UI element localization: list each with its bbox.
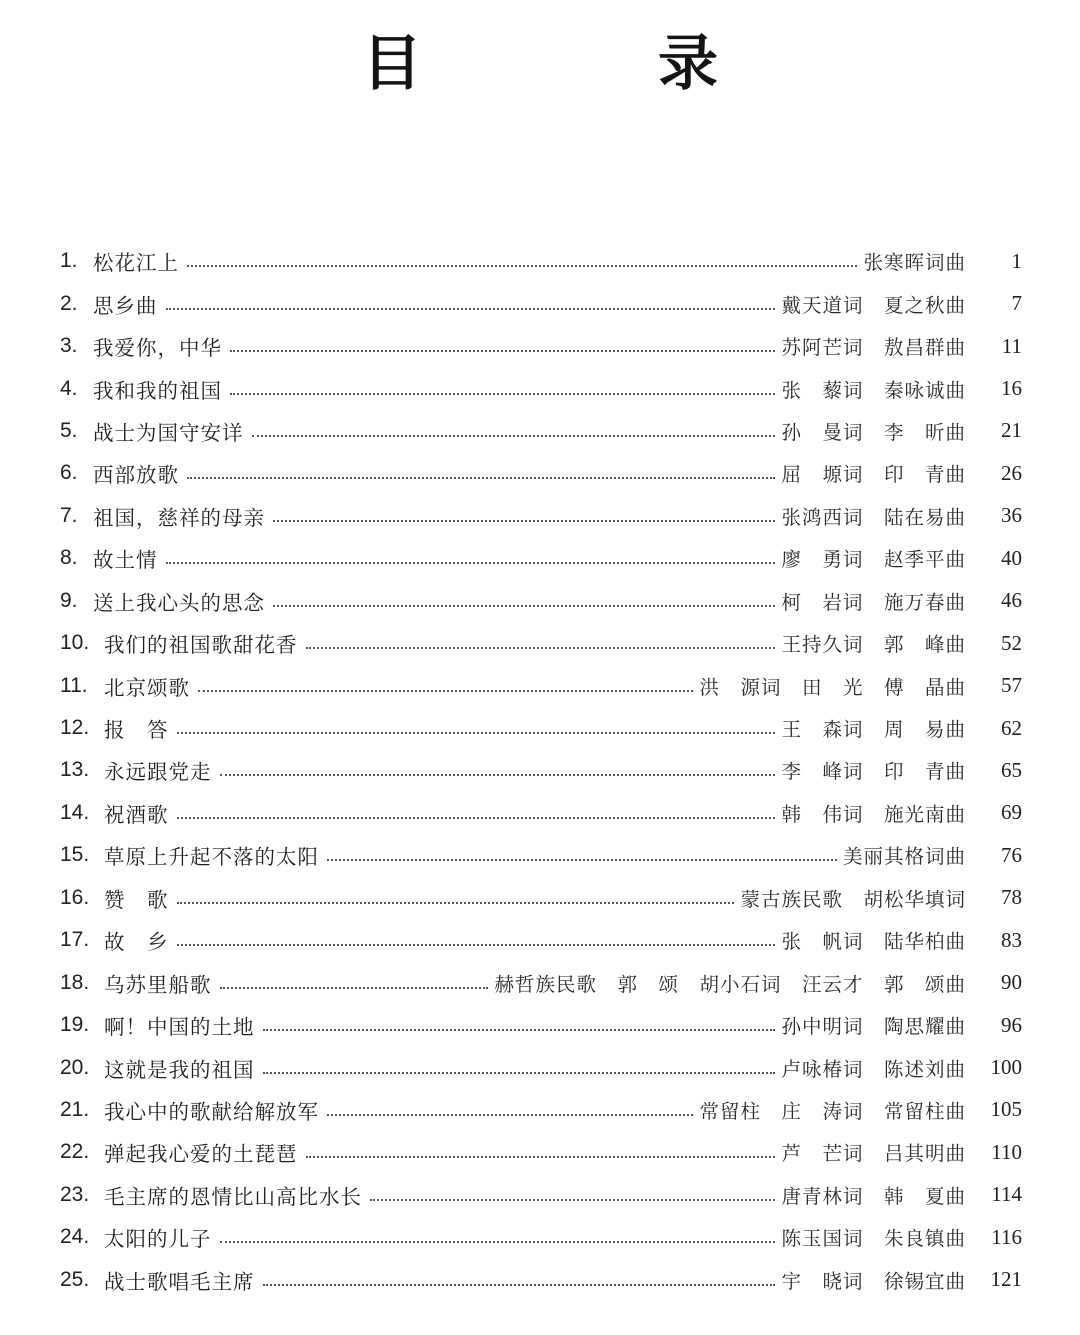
entry-song-title: 故土情 — [93, 548, 158, 573]
entry-song-title: 祖国，慈祥的母亲 — [93, 505, 265, 530]
toc-entry — [60, 240, 1022, 282]
entry-credit: 美丽其格词曲 — [842, 845, 966, 869]
entry-song-title: 我和我的祖国 — [93, 378, 222, 403]
dot-leader — [230, 391, 775, 395]
entry-credit: 张鸿西词 陆在易曲 — [781, 505, 966, 529]
entry-song-title: 太阳的儿子 — [104, 1227, 212, 1252]
entry-song-title: 草原上升起不落的太阳 — [104, 845, 319, 870]
entry-number: 15. — [60, 843, 90, 867]
toc-entry — [60, 1046, 1022, 1088]
entry-page-number: 69 — [1001, 800, 1022, 825]
toc-entry — [60, 367, 1022, 409]
dot-leader — [306, 1154, 776, 1158]
entry-number: 17. — [60, 928, 90, 952]
toc-entry — [60, 1259, 1022, 1301]
entry-credit: 孙中明词 陶思耀曲 — [781, 1015, 966, 1039]
entry-song-title: 战士为国守安详 — [93, 420, 244, 445]
entry-page-number: 105 — [990, 1097, 1022, 1122]
entry-credit: 屈 塬词 印 青曲 — [781, 463, 966, 487]
entry-song-title: 北京颂歌 — [104, 675, 190, 700]
dot-leader — [220, 772, 776, 776]
entry-credit: 芦 芒词 吕其明曲 — [781, 1142, 966, 1166]
entry-song-title: 永远跟党走 — [104, 760, 212, 785]
entry-song-title: 弹起我心爱的土琵琶 — [104, 1142, 298, 1167]
entry-song-title: 我们的祖国歌甜花香 — [104, 633, 298, 658]
entry-song-title: 战士歌唱毛主席 — [104, 1269, 255, 1294]
dot-leader — [220, 1239, 776, 1243]
entry-credit: 蒙古族民歌 胡松华填词 — [740, 887, 966, 911]
entry-credit: 戴天道词 夏之秋曲 — [781, 293, 966, 317]
entry-number: 2. — [60, 291, 78, 315]
entry-number: 6. — [60, 461, 78, 485]
toc-entry — [60, 495, 1022, 537]
toc-entry — [60, 664, 1022, 706]
entry-number: 11. — [60, 673, 88, 697]
entry-number: 14. — [60, 800, 90, 824]
toc-entry — [60, 622, 1022, 664]
toc-entry — [60, 961, 1022, 1003]
entry-number: 9. — [60, 588, 78, 612]
page-title: 目 录 — [362, 29, 806, 99]
dot-leader — [230, 348, 775, 352]
toc-entry — [60, 1174, 1022, 1216]
entry-page-number: 121 — [990, 1267, 1022, 1292]
toc-entry — [60, 1131, 1022, 1173]
entry-credit: 王 森词 周 易曲 — [781, 718, 966, 742]
entry-credit: 孙 曼词 李 昕曲 — [781, 420, 966, 444]
toc-entry — [60, 919, 1022, 961]
dot-leader — [263, 1027, 776, 1031]
entry-page-number: 26 — [1001, 460, 1022, 485]
toc-entry — [60, 877, 1022, 919]
dot-leader — [177, 730, 776, 734]
entry-credit: 卢咏椿词 陈述刘曲 — [781, 1057, 966, 1081]
entry-credit: 王持久词 郭 峰曲 — [781, 633, 966, 657]
entry-number: 5. — [60, 418, 78, 442]
toc-entry — [60, 282, 1022, 324]
entry-number: 23. — [60, 1182, 90, 1206]
toc-entry — [60, 410, 1022, 452]
entry-song-title: 啊！中国的土地 — [104, 1015, 255, 1040]
entry-song-title: 故 乡 — [104, 930, 169, 955]
entry-page-number: 52 — [1001, 630, 1022, 655]
entry-song-title: 乌苏里船歌 — [104, 972, 212, 997]
entry-credit: 李 峰词 印 青曲 — [781, 760, 966, 784]
entry-credit: 赫哲族民歌 郭 颂 胡小石词 汪云才 郭 颂曲 — [494, 972, 966, 996]
entry-song-title: 报 答 — [104, 718, 169, 743]
dot-leader — [177, 815, 776, 819]
entry-page-number: 114 — [991, 1182, 1022, 1207]
entry-page-number: 78 — [1001, 885, 1022, 910]
toc-entry — [60, 1216, 1022, 1258]
entry-page-number: 90 — [1001, 970, 1022, 995]
toc-entry — [60, 834, 1022, 876]
dot-leader — [370, 1197, 775, 1201]
dot-leader — [306, 645, 776, 649]
entry-page-number: 7 — [1011, 291, 1022, 316]
toc-entry — [60, 1089, 1022, 1131]
entry-page-number: 65 — [1001, 757, 1022, 782]
entry-page-number: 21 — [1001, 418, 1022, 443]
entry-credit: 张寒晖词曲 — [863, 251, 966, 275]
entry-credit: 洪 源词 田 光 傅 晶曲 — [699, 675, 966, 699]
dot-leader — [327, 1112, 693, 1116]
entry-page-number: 96 — [1001, 1012, 1022, 1037]
entry-page-number: 83 — [1001, 927, 1022, 952]
entry-number: 19. — [60, 1013, 90, 1037]
entry-page-number: 1 — [1011, 248, 1022, 273]
entry-number: 8. — [60, 546, 78, 570]
entry-song-title: 思乡曲 — [93, 293, 158, 318]
entry-page-number: 100 — [990, 1055, 1022, 1080]
entry-number: 24. — [60, 1225, 90, 1249]
dot-leader — [187, 475, 775, 479]
entry-number: 1. — [60, 249, 78, 273]
dot-leader — [263, 1070, 776, 1074]
toc-entry — [60, 792, 1022, 834]
entry-page-number: 16 — [1001, 376, 1022, 401]
dot-leader — [263, 1282, 776, 1286]
entry-credit: 陈玉国词 朱良镇曲 — [781, 1227, 966, 1251]
entry-page-number: 46 — [1001, 588, 1022, 613]
entry-song-title: 我爱你，中华 — [93, 336, 222, 361]
entry-credit: 柯 岩词 施万春曲 — [781, 590, 966, 614]
entry-page-number: 116 — [991, 1224, 1022, 1249]
entry-song-title: 送上我心头的思念 — [93, 590, 265, 615]
entry-page-number: 40 — [1001, 545, 1022, 570]
entry-credit: 常留柱 庄 涛词 常留柱曲 — [699, 1099, 966, 1123]
entry-number: 22. — [60, 1140, 90, 1164]
entry-song-title: 我心中的歌献给解放军 — [104, 1099, 319, 1124]
dot-leader — [273, 603, 775, 607]
entry-page-number: 62 — [1001, 715, 1022, 740]
entry-credit: 唐青林词 韩 夏曲 — [781, 1184, 966, 1208]
entry-credit: 韩 伟词 施光南曲 — [781, 802, 966, 826]
entry-page-number: 76 — [1001, 842, 1022, 867]
entry-credit: 苏阿芒词 敖昌群曲 — [781, 336, 966, 360]
entry-number: 13. — [60, 758, 90, 782]
entry-number: 12. — [60, 716, 90, 740]
toc-entry — [60, 537, 1022, 579]
entry-page-number: 110 — [991, 1139, 1022, 1164]
dot-leader — [273, 518, 775, 522]
entry-number: 7. — [60, 503, 78, 527]
toc-entry — [60, 325, 1022, 367]
entry-song-title: 松花江上 — [93, 251, 179, 276]
dot-leader — [327, 857, 837, 861]
toc-entry — [60, 452, 1022, 494]
dot-leader — [198, 688, 693, 692]
entry-page-number: 57 — [1001, 673, 1022, 698]
entry-page-number: 11 — [1001, 333, 1022, 358]
entry-song-title: 西部放歌 — [93, 463, 179, 488]
entry-number: 18. — [60, 970, 90, 994]
entry-song-title: 赞 歌 — [104, 887, 169, 912]
entry-page-number: 36 — [1001, 503, 1022, 528]
entry-song-title: 毛主席的恩情比山高比水长 — [104, 1184, 362, 1209]
entry-song-title: 这就是我的祖国 — [104, 1057, 255, 1082]
dot-leader — [166, 306, 776, 310]
entry-credit: 廖 勇词 赵季平曲 — [781, 548, 966, 572]
toc-entry — [60, 749, 1022, 791]
entry-number: 21. — [60, 1097, 90, 1121]
dot-leader — [177, 942, 776, 946]
entry-number: 10. — [60, 631, 90, 655]
toc-entry — [60, 1004, 1022, 1046]
dot-leader — [177, 900, 735, 904]
dot-leader — [252, 433, 776, 437]
toc-entry — [60, 707, 1022, 749]
entry-credit: 张 帆词 陆华柏曲 — [781, 930, 966, 954]
dot-leader — [187, 263, 857, 267]
entry-number: 20. — [60, 1055, 90, 1079]
entry-number: 3. — [60, 334, 78, 358]
dot-leader — [166, 560, 776, 564]
entry-credit: 宇 晓词 徐锡宜曲 — [781, 1269, 966, 1293]
dot-leader — [220, 985, 489, 989]
entry-number: 16. — [60, 885, 90, 909]
table-of-contents — [60, 240, 1022, 1301]
entry-credit: 张 藜词 秦咏诚曲 — [781, 378, 966, 402]
entry-number: 4. — [60, 376, 78, 400]
entry-song-title: 祝酒歌 — [104, 802, 169, 827]
toc-entry — [60, 580, 1022, 622]
entry-number: 25. — [60, 1267, 90, 1291]
